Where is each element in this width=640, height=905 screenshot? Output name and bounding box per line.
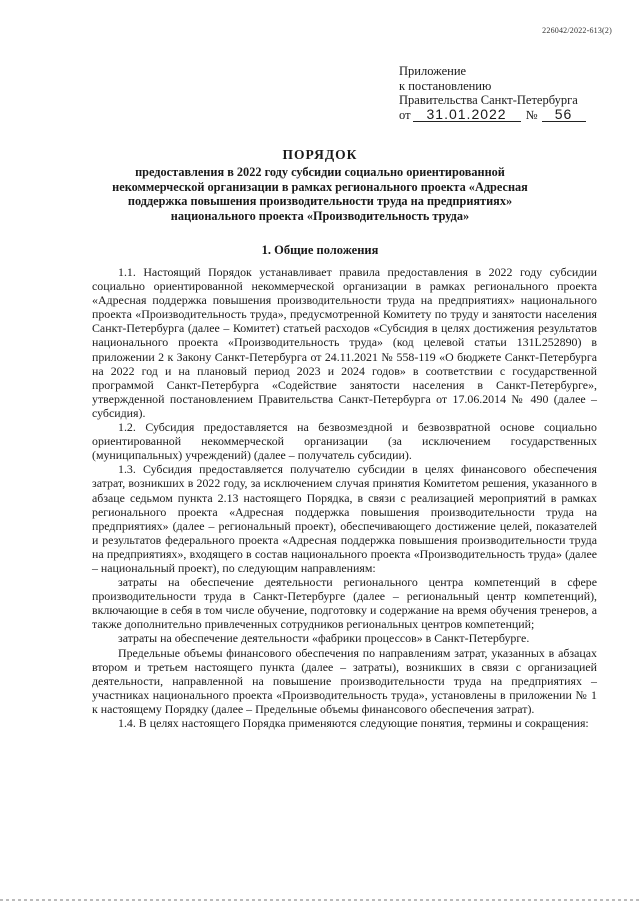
appendix-line: Приложение [399, 64, 467, 78]
resolution-number: 56 [542, 108, 586, 122]
paragraph: затраты на обеспечение деятельности регионального центра компетенций в сфере производительности труда в Санкт-Петербурге (далее – региональный центр компетенций), включающие в себя в том числе обучение, подготовку и содержание на время обучения тренеров, а также дополнительно привлеченных сотрудников региональных центров компетенций; [92, 575, 597, 632]
resolution-date: 31.01.2022 [413, 108, 521, 122]
document-title: ПОРЯДОК [282, 147, 358, 162]
paragraph: 1.2. Субсидия предоставляется на безвозмездной и безвозвратной основе социально ориентированной некоммерческой организации (за исключением государственных (муниципальных) учреждений) (далее – получатель субсидии). [92, 420, 597, 463]
paragraph: 1.4. В целях настоящего Порядка применяются следующие понятия, термины и сокращения: [118, 716, 589, 730]
section-heading: 1. Общие положения [261, 243, 379, 257]
paragraph: Предельные объемы финансового обеспечения по направлениям затрат, указанных в абзацах втором и третьем настоящего пункта (далее – затраты), возникших в связи с организацией деятельности, направленной на повышение производительности труда на предприятиях – участниках национального проекта «Производительность труда», установлены в приложении № 1 к настоящему Порядку (далее – Предельные объемы финансового обеспечения затрат). [92, 645, 597, 716]
paragraph: затраты на обеспечение деятельности «фабрики процессов» в Санкт-Петербурге. [118, 631, 530, 646]
appendix-line: к постановлению [399, 78, 492, 93]
document-body [92, 265, 597, 730]
paragraph: 1.3. Субсидия предоставляется получателю субсидии в целях финансового обеспечения затрат, возникших в 2022 году, за исключением случая принятия Комитетом решения, указанного в абзаце седьмом пункта 2.13 настоящего Порядка, в связи с реализацией мероприятий в рамках регионального проекта «Адресная поддержка повышения производительности труда на предприятиях» (далее – региональный проект), обеспечивающего достижение целей, показателей и результатов федерального проекта «Адресная поддержка повышения производительности труда на предприятиях», входящего в состав национального проекта «Производительность труда» (далее – национальный проект), по следующим направлениям: [92, 462, 597, 575]
appendix-block [399, 64, 619, 122]
appendix-line: Правительства Санкт-Петербурга [399, 93, 578, 108]
document-subtitle: предоставления в 2022 году субсидии социально ориентированной некоммерческой организации в рамках регионального проекта «Адресная поддержка повышения производительности труда на предприятиях» национального проекта «Производительность труда» [112, 165, 528, 223]
document-number: 226042/2022-613(2) [542, 26, 612, 35]
appendix-date-row [399, 105, 619, 123]
from-label: от [399, 107, 411, 122]
number-label: № [525, 107, 538, 122]
paragraph: 1.1. Настоящий Порядок устанавливает правила предоставления в 2022 году субсидии социально ориентированной некоммерческой организации в рамках регионального проекта «Адресная поддержка повышения производительности труда на предприятиях» национального проекта «Производительность труда», предусмотренной Комитету по труду и занятости населения Санкт-Петербурга (далее – Комитет) статьей расходов «Субсидия в целях достижения результатов национального проекта «Производительность труда» (код целевой статьи 131L252890) в приложении 2 к Закону Санкт-Петербурга от 24.11.2021 № 558-119 «О бюджете Санкт-Петербурга на 2022 год и на плановый период 2023 и 2024 годов» в соответствии с государственной программой Санкт-Петербурга «Содействие занятости населения в Санкт-Петербурге», утвержденной постановлением Правительства Санкт-Петербурга от 17.06.2014 № 490 (далее – субсидия). [92, 265, 597, 420]
scan-edge-line [0, 899, 640, 901]
